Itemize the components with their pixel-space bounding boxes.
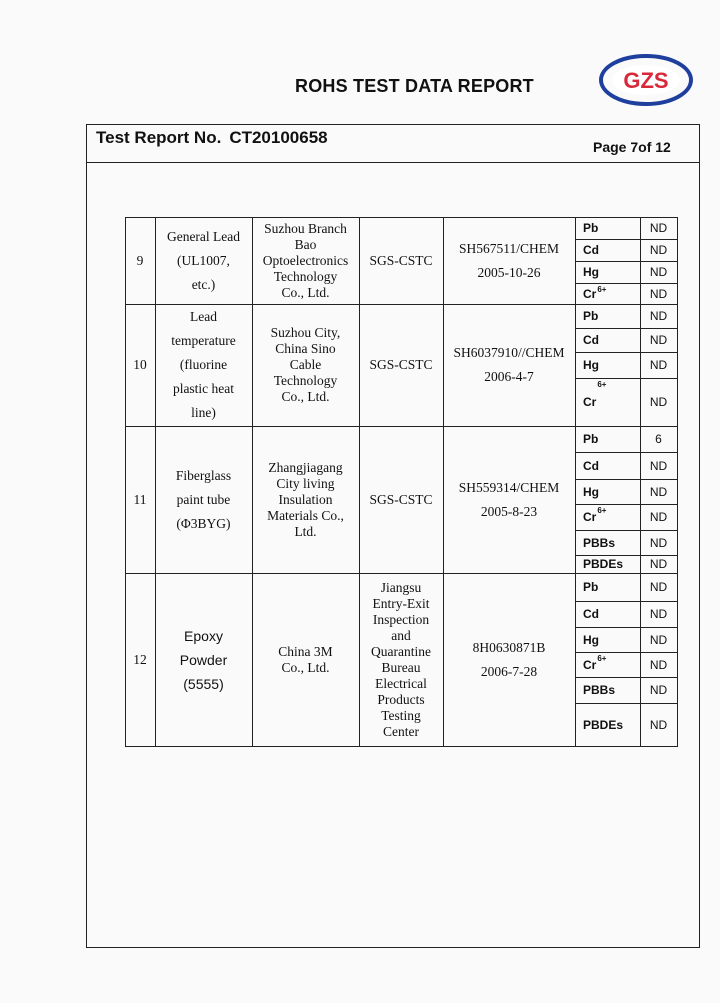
test-lab-line: Bureau (381, 659, 421, 675)
sample-name (155, 573, 252, 746)
test-lab-line: Inspection (372, 611, 430, 627)
table-rule (575, 239, 677, 240)
result-value: ND (649, 358, 668, 372)
test-lab (359, 573, 443, 746)
element-name: Hg (583, 632, 599, 647)
result-value: ND (649, 484, 668, 499)
element-symbol (575, 452, 640, 479)
test-lab-line: Center (382, 723, 419, 739)
sample-no (125, 304, 155, 426)
element-oxidation-state: 6+ (597, 285, 607, 294)
supplier-line: Ltd. (294, 523, 317, 539)
element-name: Cr (583, 286, 597, 301)
test-lab-line: Products (377, 691, 425, 707)
result-value: ND (649, 395, 668, 409)
table-rule (575, 328, 677, 329)
test-lab-line: Quarantine (371, 643, 431, 659)
table-rule (575, 283, 677, 284)
test-lab (359, 217, 443, 304)
element-name: PBDEs (583, 557, 624, 571)
supplier-line: Optoelectronics (262, 252, 349, 268)
lab-report-line: 8H0630871B (472, 639, 546, 655)
lab-report-line: 2006-7-28 (480, 663, 538, 679)
sample-name-line: Powder (179, 651, 228, 668)
result-value: ND (649, 657, 668, 672)
result-value: ND (649, 265, 668, 279)
lab-report-line: 2005-10-26 (477, 264, 541, 280)
supplier (252, 426, 359, 573)
table-rule (575, 217, 576, 747)
supplier-line: Suzhou City, (270, 325, 341, 340)
sample-name-line: Lead (190, 309, 217, 324)
element-symbol (575, 601, 640, 627)
sample-name-line: (UL1007, (177, 252, 230, 268)
element-oxidation-state: 6+ (597, 654, 607, 663)
test-lab-line: Testing (381, 707, 421, 723)
lab-report (443, 426, 575, 573)
table-rule (575, 452, 677, 453)
supplier-line: Co., Ltd. (281, 659, 330, 675)
test-lab (359, 426, 443, 573)
table-rule (359, 217, 360, 747)
element-symbol (575, 677, 640, 703)
element-name: PBDEs (583, 717, 624, 732)
result-value: ND (649, 683, 668, 697)
element-name: Cd (583, 243, 599, 257)
supplier (252, 573, 359, 746)
test-lab-line: and (391, 627, 411, 643)
result-value: 6 (655, 432, 662, 446)
sample-name (155, 217, 252, 304)
element-symbol (575, 530, 640, 555)
result-value: ND (649, 717, 668, 732)
sample-name-line: etc.) (191, 276, 216, 292)
supplier-line: Suzhou Branch (264, 220, 347, 236)
table-rule (575, 677, 677, 678)
table-rule (125, 573, 678, 574)
element-symbol (575, 703, 640, 746)
element-symbol (575, 652, 640, 677)
sample-name-line: (fluorine (179, 357, 228, 372)
element-name: Cr (583, 510, 597, 524)
result-value: ND (649, 333, 668, 347)
supplier-line: Co., Ltd. (281, 284, 330, 300)
element-name: Pb (583, 432, 599, 446)
table-rule (575, 627, 677, 628)
element-symbol (575, 304, 640, 328)
table-rule (575, 479, 677, 480)
element-symbol (575, 555, 640, 573)
lab-report-line: SH567511/CHEM (458, 240, 559, 256)
result-value: ND (649, 580, 668, 594)
element-name: Pb (583, 309, 599, 323)
result-value: ND (649, 286, 668, 301)
table-rule (640, 217, 641, 747)
result-value: ND (649, 309, 668, 323)
element-name: PBBs (583, 683, 616, 697)
element-symbol (575, 328, 640, 352)
report-number: CT20100658 (229, 128, 328, 147)
table-rule (575, 703, 677, 704)
element-oxidation-state: 6+ (597, 380, 607, 389)
lab-report-line: 2005-8-23 (480, 503, 538, 519)
table-rule (575, 601, 677, 602)
sample-no (125, 217, 155, 304)
element-symbol (575, 627, 640, 652)
sample-name (155, 304, 252, 426)
table-rule (125, 217, 678, 218)
supplier (252, 217, 359, 304)
element-name: Hg (583, 358, 599, 372)
element-name: Cd (583, 458, 599, 473)
sample-no (125, 426, 155, 573)
lab-report (443, 573, 575, 746)
element-name: Cr (583, 657, 597, 672)
sample-name-line: (5555) (183, 675, 224, 692)
result-value: ND (649, 243, 668, 257)
result-value: ND (649, 607, 668, 621)
table-rule (575, 652, 677, 653)
table-rule (575, 555, 677, 556)
supplier-line: Cable (289, 357, 322, 372)
table-rule (575, 352, 677, 353)
sample-no (125, 573, 155, 746)
element-symbol (575, 283, 640, 304)
result-value: ND (649, 458, 668, 473)
table-rule (125, 217, 126, 747)
element-symbol (575, 479, 640, 504)
table-rule (155, 217, 156, 747)
element-symbol (575, 352, 640, 378)
test-lab-line: Jiangsu (380, 579, 422, 595)
report-number-label: Test Report No. (96, 128, 222, 147)
supplier (252, 304, 359, 426)
lab-report-line: SH559314/CHEM (458, 479, 560, 495)
supplier-line: City living (276, 475, 335, 491)
element-name: Hg (583, 265, 599, 279)
sample-no-line: 9 (136, 252, 144, 268)
supplier-line: China 3M (278, 643, 333, 659)
supplier-line: Technology (273, 373, 338, 388)
element-symbol (575, 217, 640, 239)
sample-name-line: temperature (171, 333, 236, 348)
sample-name-line: line) (191, 405, 216, 420)
test-lab-line: SGS-CSTC (369, 357, 433, 372)
test-lab-line: SGS-CSTC (369, 252, 433, 268)
table-rule (125, 746, 678, 747)
logo-text: GZS (623, 68, 669, 93)
element-name: Cd (583, 607, 599, 621)
element-symbol (575, 504, 640, 530)
sample-no-line: 11 (133, 491, 147, 507)
table-rule (575, 504, 677, 505)
table-rule (125, 426, 678, 427)
report-title: ROHS TEST DATA REPORT (295, 76, 534, 96)
element-symbol (575, 261, 640, 283)
sample-name (155, 426, 252, 573)
sample-name-line: General Lead (166, 228, 241, 244)
element-symbol (575, 239, 640, 261)
element-name: Hg (583, 484, 599, 499)
table-rule (252, 217, 253, 747)
result-value: ND (649, 632, 668, 647)
element-name: Pb (583, 580, 599, 594)
lab-report (443, 217, 575, 304)
test-lab-line: Electrical (375, 675, 427, 691)
lab-report-line: 2006-4-7 (484, 369, 534, 384)
table-rule (125, 304, 678, 305)
table-rule (575, 378, 677, 379)
lab-report (443, 304, 575, 426)
element-symbol (575, 573, 640, 601)
element-symbol (575, 378, 640, 426)
element-name: PBBs (583, 535, 616, 550)
sample-no-line: 12 (133, 651, 147, 667)
element-oxidation-state: 6+ (597, 506, 607, 515)
sample-no-line: 10 (133, 357, 147, 372)
sample-name-line: (Φ3BYG) (176, 515, 231, 531)
element-name: Cr (583, 395, 597, 409)
test-lab-line: SGS-CSTC (369, 491, 433, 507)
page-number: Page 7of 12 (593, 139, 671, 155)
supplier-line: China Sino (275, 341, 336, 356)
element-symbol (575, 426, 640, 452)
table-rule (575, 530, 677, 531)
result-value: ND (649, 557, 668, 571)
supplier-line: Zhangjiagang (268, 459, 343, 475)
table-rule (677, 217, 678, 747)
sample-name-line: paint tube (176, 491, 231, 507)
supplier-line: Materials Co., (267, 507, 344, 523)
lab-report-line: SH6037910//CHEM (453, 345, 565, 360)
sample-name-line: Fiberglass (175, 467, 232, 483)
table-rule (443, 217, 444, 747)
supplier-line: Insulation (278, 491, 333, 507)
result-value: ND (649, 221, 668, 235)
test-lab-line: Entry-Exit (372, 595, 430, 611)
sample-name-line: Epoxy (184, 627, 223, 644)
test-lab (359, 304, 443, 426)
table-rule (575, 261, 677, 262)
sample-name-line: plastic heat (172, 381, 235, 396)
result-value: ND (649, 535, 668, 550)
supplier-line: Co., Ltd. (281, 389, 330, 404)
element-name: Cd (583, 333, 599, 347)
element-name: Pb (583, 221, 599, 235)
supplier-line: Technology (273, 268, 338, 284)
result-value: ND (649, 510, 668, 524)
supplier-line: Bao (294, 236, 317, 252)
